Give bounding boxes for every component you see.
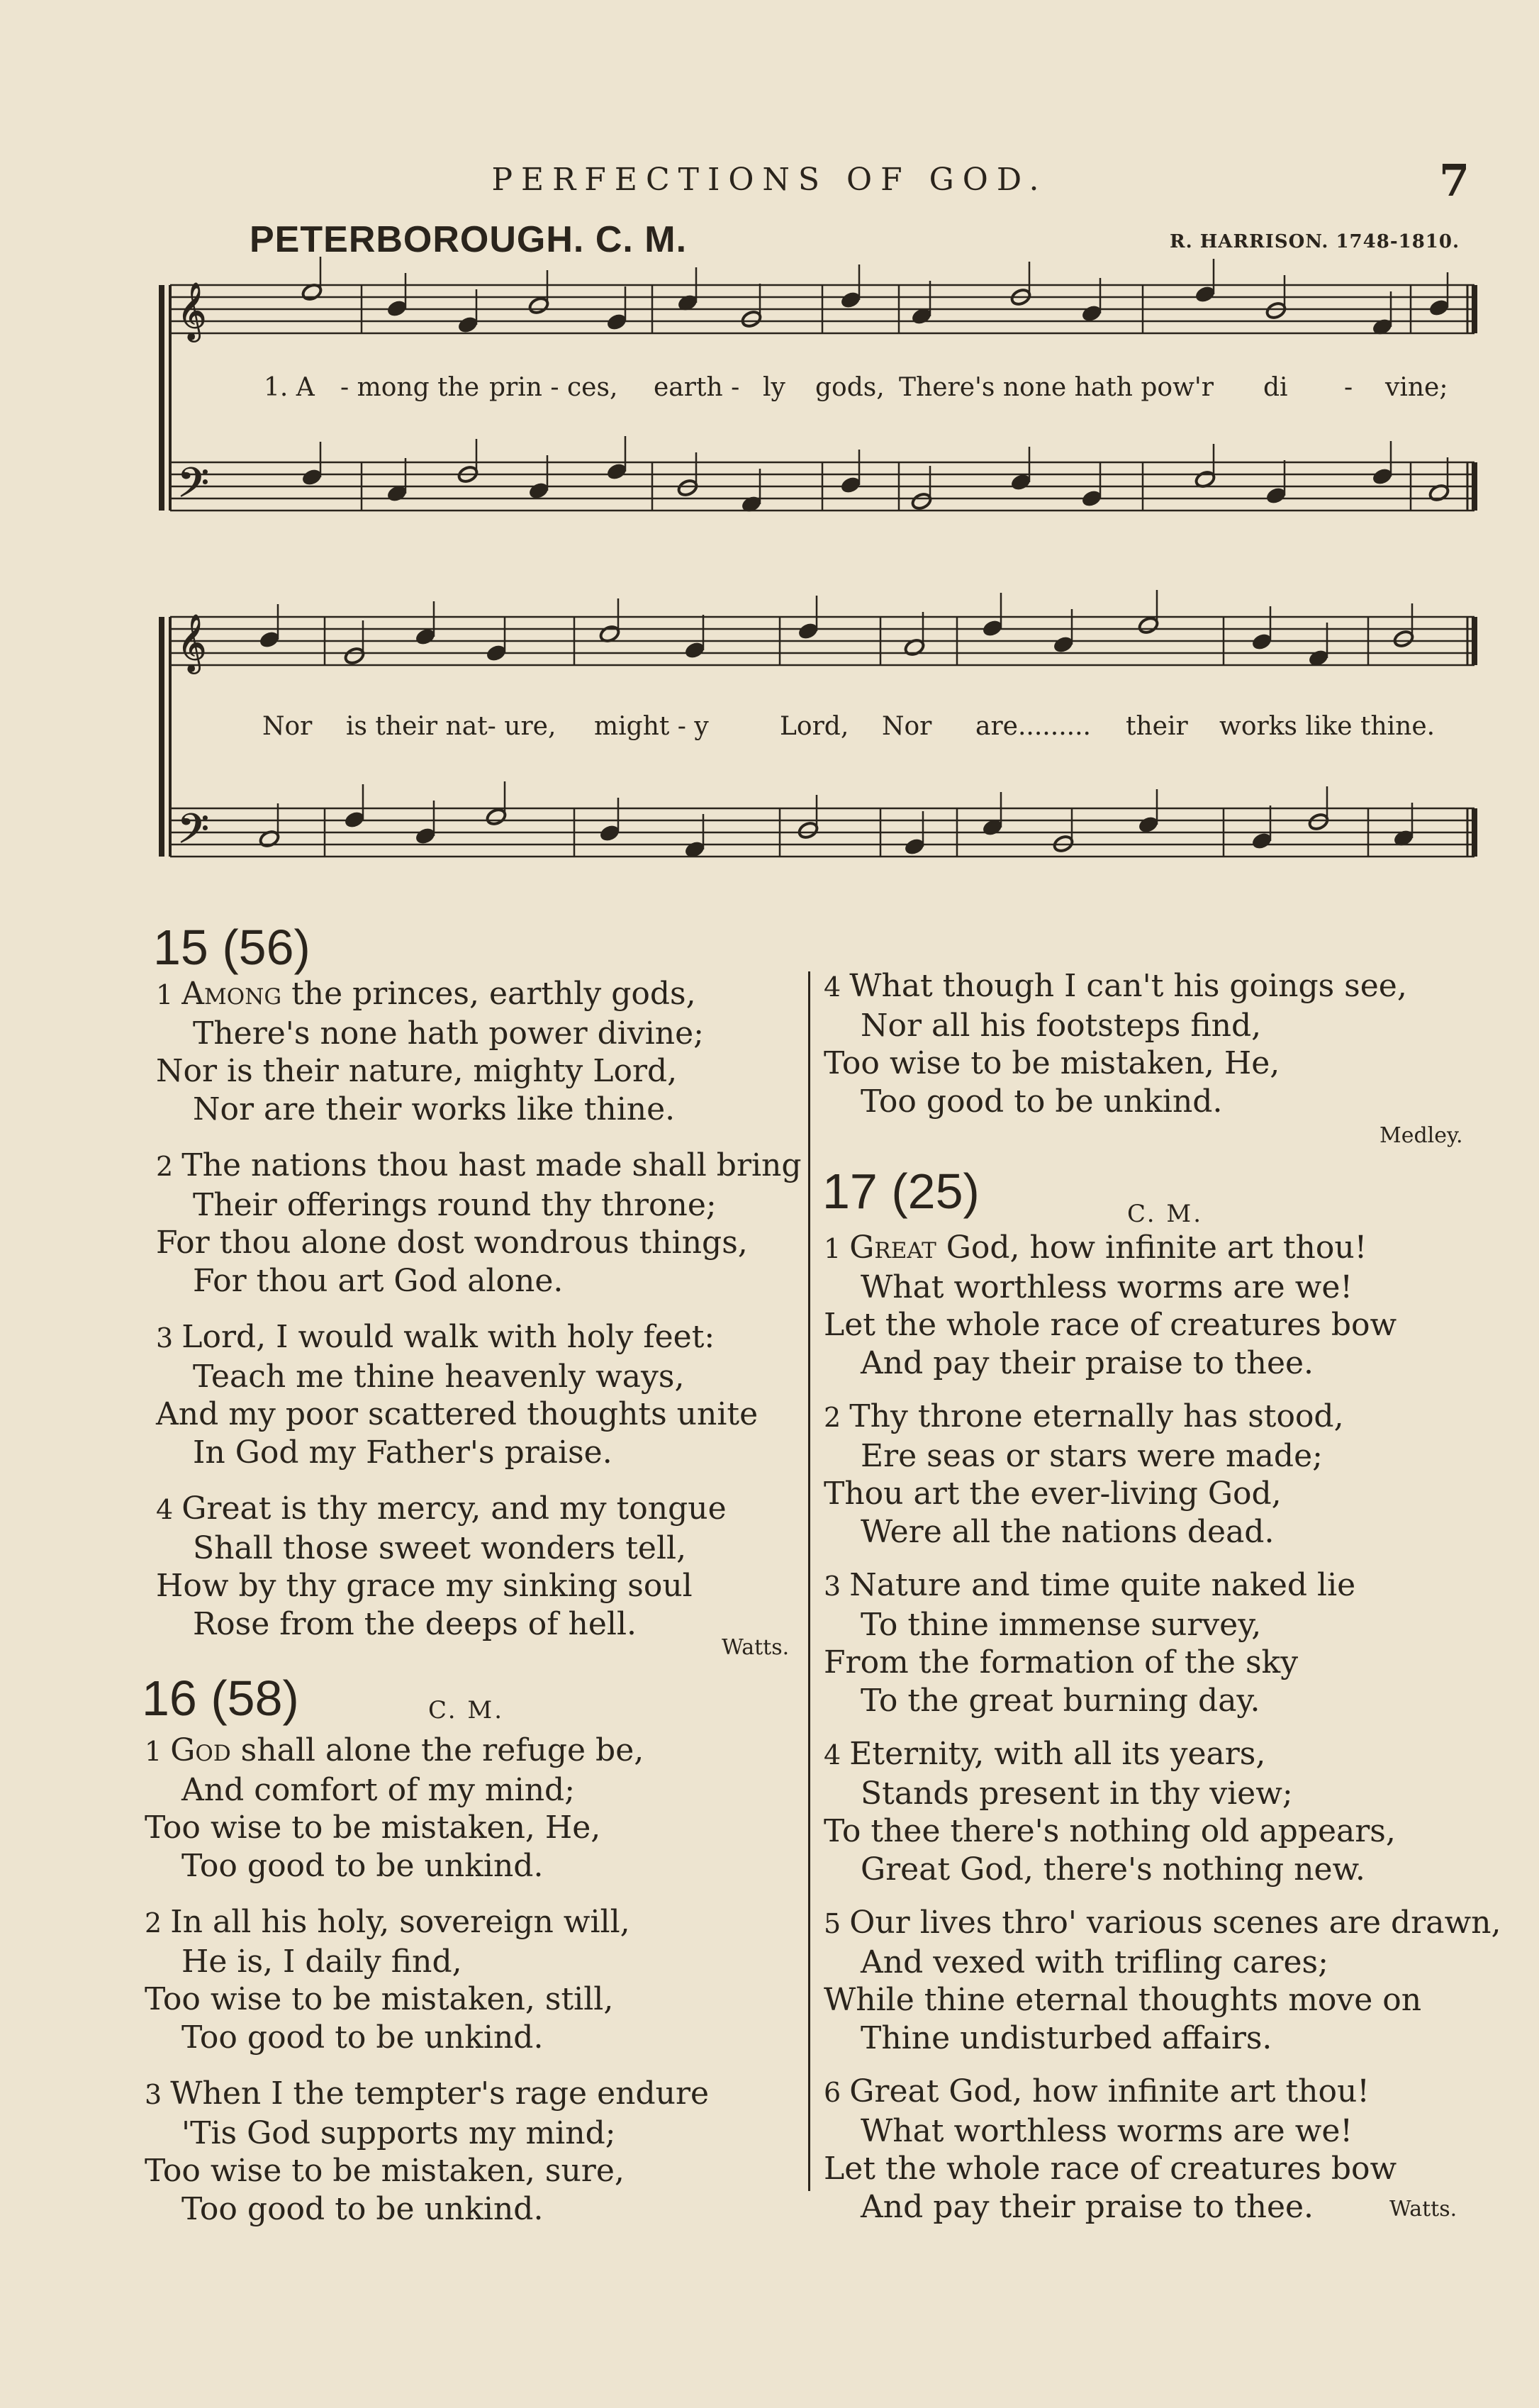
music-score — [0, 0, 1539, 922]
verse-text: What worthless worms are we! — [861, 1269, 1353, 1305]
hymn-16-meter: C. M. — [428, 1696, 505, 1724]
verse-line — [824, 2073, 1504, 2112]
verse-text: Let the whole race of creatures bow — [824, 2151, 1397, 2187]
verse-text: And pay their praise to thee. — [861, 2188, 1314, 2225]
verse-line — [824, 2019, 1504, 2058]
verse-number: 5 — [824, 1908, 850, 1939]
verse-line — [824, 1437, 1504, 1476]
hymn-17-verses — [824, 1229, 1504, 2226]
verse-line — [145, 2152, 797, 2190]
hymn-16-verses-col2 — [824, 967, 1504, 1120]
verse-line — [156, 1186, 808, 1225]
verse-line — [824, 1083, 1504, 1121]
tune-composer: R. HARRISON. 1748-1810. — [1170, 231, 1460, 252]
verse-text: And pay their praise to thee. — [861, 1344, 1314, 1381]
lyric-syllable: Lord, — [780, 712, 849, 741]
verse-line — [145, 1809, 797, 1847]
verse-text: And comfort of my mind; — [181, 1771, 576, 1808]
verse-text: 'Tis God supports my mind; — [181, 2114, 616, 2151]
verse-line — [824, 2112, 1504, 2151]
verse-line — [145, 1771, 797, 1810]
clef-icon: 𝄢 — [177, 459, 210, 517]
verse-line — [156, 1318, 808, 1358]
verse-text: While thine eternal thoughts move on — [824, 1982, 1422, 2018]
verse-block — [156, 1147, 808, 1300]
verse-line — [156, 1052, 808, 1091]
clef-icon: 𝄞 — [177, 613, 207, 671]
verse-block — [145, 2075, 797, 2228]
tune-title: PETERBOROUGH. C. M. — [250, 219, 688, 260]
verse-line — [145, 2190, 797, 2229]
verse-number: 4 — [824, 971, 850, 1003]
verse-block — [824, 1229, 1504, 1382]
page-number: 7 — [1439, 155, 1470, 206]
hymn-17-number: 17 (25) — [822, 1164, 980, 1219]
verse-number: 4 — [824, 1739, 850, 1771]
verse-block — [156, 1490, 808, 1643]
lyric-syllable: vine; — [1385, 373, 1448, 402]
verse-number: 4 — [156, 1494, 182, 1525]
verse-text: What worthless worms are we! — [861, 2112, 1353, 2149]
verse-line — [156, 1395, 808, 1434]
verse-text: the princes, earthly gods, — [281, 976, 696, 1012]
verse-text: Stands present in thy view; — [861, 1775, 1293, 1812]
lyric-syllable: prin - ces, — [489, 373, 618, 402]
verse-text: Their offerings round thy throne; — [193, 1186, 717, 1223]
verse-line — [156, 1147, 808, 1186]
lyric-syllable: earth - — [654, 373, 740, 402]
verse-line — [824, 1344, 1504, 1383]
lyric-syllable: works like thine. — [1219, 712, 1436, 741]
verse-line — [824, 1735, 1504, 1775]
verse-text: Too wise to be mistaken, sure, — [145, 2153, 625, 2189]
verse-line — [824, 1851, 1504, 1889]
hymn-15-number: 15 (56) — [153, 920, 310, 975]
verse-line — [145, 2019, 797, 2057]
verse-number: 3 — [156, 1322, 182, 1354]
verse-line — [824, 1007, 1504, 1045]
verse-text: Too wise to be mistaken, He, — [145, 1810, 601, 1846]
verse-line — [156, 1015, 808, 1053]
verse-line — [156, 1358, 808, 1396]
verse-text: Nor are their works like thine. — [193, 1091, 676, 1127]
verse-text: Nor all his footsteps find, — [861, 1007, 1262, 1044]
verse-block — [824, 1735, 1504, 1888]
verse-text: He is, I daily find, — [181, 1943, 462, 1980]
verse-text: Were all the nations dead. — [861, 1513, 1275, 1550]
hymn-16-verses-col1 — [145, 1732, 797, 2228]
verse-text: Our lives thro' various scenes are drawn, — [849, 1905, 1501, 1941]
verse-line — [145, 1847, 797, 1885]
verse-number: 2 — [145, 1907, 171, 1939]
verse-line — [824, 1682, 1504, 1720]
verse-block — [824, 967, 1504, 1120]
verse-line — [824, 1944, 1504, 1982]
verse-block — [824, 1398, 1504, 1551]
verse-text: Thou art the ever-living God, — [824, 1476, 1282, 1512]
verse-line — [156, 1434, 808, 1472]
verse-number: 3 — [145, 2079, 171, 2110]
verse-number: 3 — [824, 1571, 850, 1602]
verse-text: Too wise to be mistaken, still, — [145, 1981, 614, 2017]
verse-line — [156, 1091, 808, 1129]
verse-line — [824, 967, 1504, 1007]
verse-line — [824, 1566, 1504, 1606]
verse-text: What though I can't his goings see, — [849, 968, 1407, 1004]
verse-block — [145, 1732, 797, 1885]
hymn-15-author: Watts. — [722, 1635, 790, 1660]
verse-text: Lord, I would walk with holy feet: — [181, 1319, 715, 1355]
verse-text: Too good to be unkind. — [181, 2190, 544, 2227]
verse-line — [156, 1529, 808, 1568]
lyric-syllable: di — [1263, 373, 1288, 402]
verse-text: For thou alone dost wondrous things, — [156, 1225, 748, 1261]
verse-text: Shall those sweet wonders tell, — [193, 1529, 687, 1566]
verse-text: Nor is their nature, mighty Lord, — [156, 1053, 678, 1089]
verse-line — [824, 1981, 1504, 2019]
verse-line — [824, 1398, 1504, 1437]
verse-text: To thine immense survey, — [861, 1606, 1262, 1643]
verse-line — [824, 1044, 1504, 1083]
verse-number: 1 — [824, 1233, 850, 1264]
verse-text: To thee there's nothing old appears, — [824, 1813, 1396, 1849]
verse-text: To the great burning day. — [861, 1682, 1260, 1719]
lyric-syllable: - — [1344, 373, 1353, 402]
verse-line — [145, 1980, 797, 2019]
verse-block — [156, 975, 808, 1128]
clef-icon: 𝄞 — [177, 282, 207, 340]
verse-text: Rose from the deeps of hell. — [193, 1605, 637, 1642]
verse-line — [824, 1269, 1504, 1307]
hymn-16-author: Medley. — [1379, 1123, 1463, 1148]
verse-line — [824, 1904, 1504, 1944]
hymn-15-verses — [156, 975, 808, 1643]
lyric-syllable: 1. A — [264, 373, 315, 402]
verse-first-word: Great — [849, 1230, 936, 1266]
verse-first-word: God — [170, 1732, 231, 1768]
verse-line — [824, 1513, 1504, 1551]
verse-text: In all his holy, sovereign will, — [170, 1904, 630, 1940]
verse-line — [145, 1732, 797, 1771]
verse-line — [145, 1903, 797, 1943]
lyric-syllable: is their nat- ure, — [346, 712, 556, 741]
hymn-17-author: Watts. — [1389, 2197, 1457, 2222]
verse-line — [156, 1262, 808, 1300]
verse-text: Too good to be unkind. — [181, 1847, 544, 1884]
clef-icon: 𝄢 — [177, 805, 210, 863]
verse-text: And vexed with trifling cares; — [861, 1944, 1328, 1980]
lyric-syllable: might - y — [594, 712, 709, 741]
verse-line — [156, 1224, 808, 1262]
verse-line — [156, 1567, 808, 1605]
verse-text: Too good to be unkind. — [181, 2019, 544, 2056]
verse-line — [824, 1775, 1504, 1813]
verse-line — [824, 1306, 1504, 1344]
verse-text: Let the whole race of creatures bow — [824, 1307, 1397, 1343]
verse-block — [824, 1566, 1504, 1719]
verse-text: Teach me thine heavenly ways, — [193, 1358, 685, 1395]
verse-number: 2 — [824, 1402, 850, 1433]
hymn-17-meter: C. M. — [1127, 1200, 1204, 1228]
verse-line — [824, 1812, 1504, 1851]
lyric-syllable: Nor — [262, 712, 313, 741]
verse-text: And my poor scattered thoughts unite — [156, 1396, 759, 1432]
verse-text: God, how infinite art thou! — [936, 1230, 1367, 1266]
verse-text: In God my Father's praise. — [193, 1434, 612, 1471]
verse-text: Nature and time quite naked lie — [849, 1567, 1356, 1603]
verse-line — [145, 1943, 797, 1981]
verse-text: shall alone the refuge be, — [230, 1732, 644, 1768]
verse-text: Great God, how infinite art thou! — [849, 2073, 1370, 2109]
verse-text: Thy throne eternally has stood, — [849, 1398, 1344, 1434]
verse-line — [156, 975, 808, 1015]
verse-block — [156, 1318, 808, 1471]
verse-line — [824, 1475, 1504, 1513]
verse-block — [824, 1904, 1504, 2057]
verse-text: Too wise to be mistaken, He, — [824, 1045, 1280, 1081]
verse-text: From the formation of the sky — [824, 1644, 1299, 1680]
lyric-syllable: - mong the — [340, 373, 480, 402]
column-divider — [808, 971, 810, 2191]
verse-line — [156, 1490, 808, 1529]
verse-line — [824, 1229, 1504, 1269]
lyric-syllable: gods, — [815, 373, 885, 402]
verse-number: 6 — [824, 2077, 850, 2108]
verse-line — [156, 1605, 808, 1644]
verse-number: 2 — [156, 1151, 182, 1182]
verse-text: The nations thou hast made shall bring — [181, 1147, 802, 1183]
verse-text: Great God, there's nothing new. — [861, 1851, 1365, 1888]
verse-block — [145, 1903, 797, 2056]
verse-first-word: Among — [181, 976, 282, 1012]
verse-line — [824, 1644, 1504, 1682]
lyric-syllable: are......... — [975, 712, 1091, 741]
verse-text: Eternity, with all its years, — [849, 1736, 1266, 1772]
running-head: PERFECTIONS OF GOD. — [491, 162, 1048, 198]
verse-text: Great is thy mercy, and my tongue — [181, 1490, 727, 1527]
verse-text: Ere seas or stars were made; — [861, 1437, 1323, 1474]
verse-text: How by thy grace my sinking soul — [156, 1568, 693, 1604]
verse-line — [145, 2114, 797, 2153]
hymn-16-number: 16 (58) — [142, 1671, 299, 1726]
verse-line — [824, 2150, 1504, 2188]
verse-text: Thine undisturbed affairs. — [861, 2019, 1272, 2056]
verse-number: 1 — [156, 979, 182, 1010]
verse-text: For thou art God alone. — [193, 1262, 564, 1299]
verse-line — [824, 1606, 1504, 1644]
verse-number: 1 — [145, 1736, 171, 1767]
verse-line — [145, 2075, 797, 2114]
verse-text: There's none hath power divine; — [193, 1015, 704, 1052]
lyric-syllable: Nor — [882, 712, 932, 741]
verse-text: When I the tempter's rage endure — [170, 2075, 710, 2112]
verse-text: Too good to be unkind. — [861, 1083, 1223, 1120]
lyric-syllable: There's none hath pow'r — [899, 373, 1214, 402]
lyric-syllable: their — [1126, 712, 1188, 741]
lyric-syllable: ly — [763, 373, 785, 402]
